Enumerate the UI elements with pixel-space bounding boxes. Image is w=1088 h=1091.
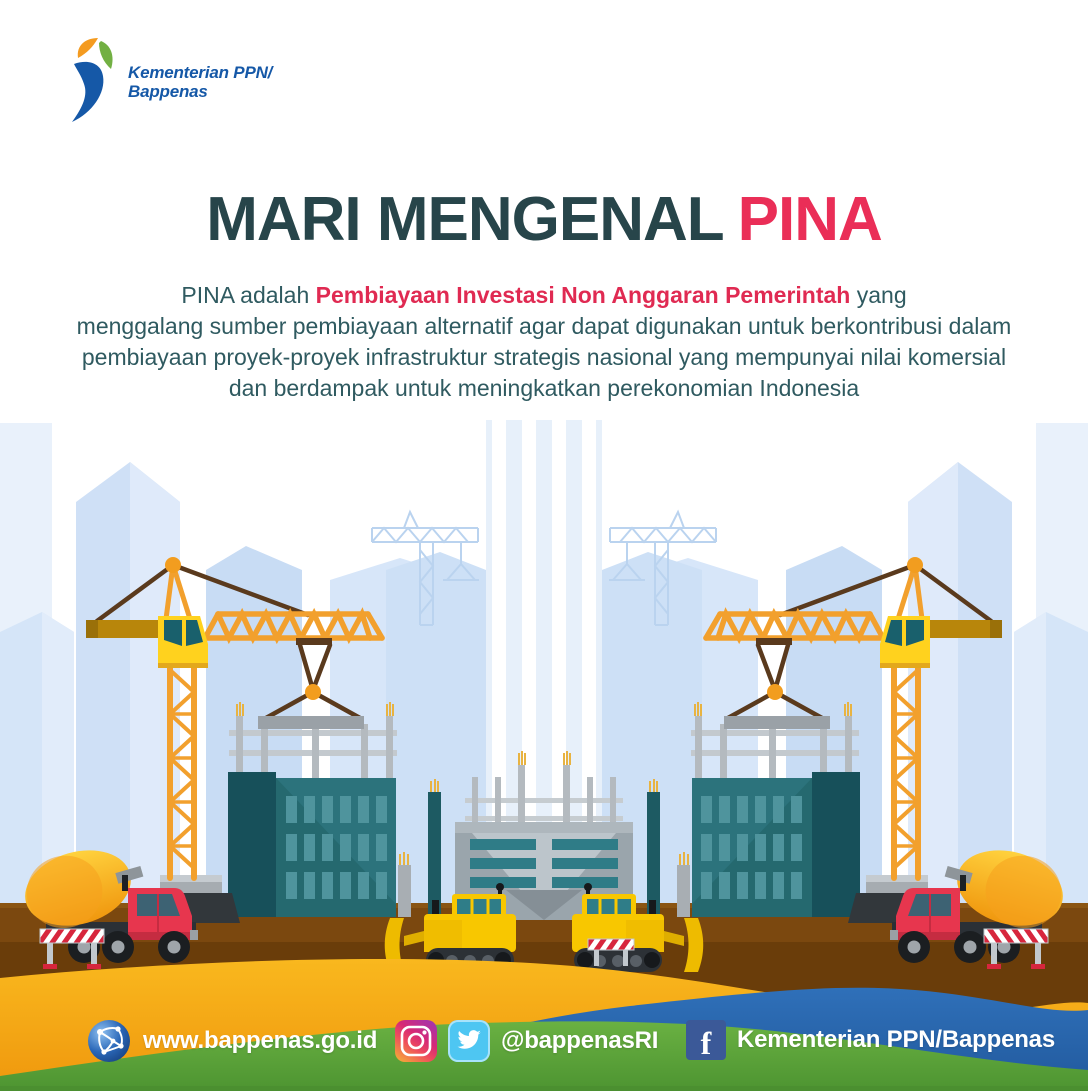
page-title: [0, 184, 1088, 255]
twitter-icon: [448, 1020, 490, 1062]
instagram-icon: [395, 1020, 437, 1062]
footer-website: [86, 1018, 377, 1064]
intro-line-4: dan berdampak untuk meningkatkan perekonomian Indonesia: [228, 375, 860, 401]
facebook-icon: [686, 1020, 726, 1060]
facebook-label: Kementerian PPN/Bappenas: [737, 1026, 1055, 1053]
intro-line-2: menggalang sumber pembiayaan alternatif agar dapat digunakan untuk berkontribusi dalam: [76, 313, 1012, 339]
intro-paragraph: [54, 280, 1034, 404]
intro-highlight: Pembiayaan Investasi Non Anggaran Pemerintah: [315, 282, 851, 308]
logo-line1: Kementerian PPN/: [128, 62, 273, 82]
logo-text: [128, 63, 272, 101]
bappenas-logo-icon: [64, 36, 120, 128]
logo-line2: Bappenas: [128, 82, 208, 101]
website-url: www.bappenas.go.id: [143, 1027, 378, 1054]
intro-line-1: PINA adalah Pembiayaan Investasi Non Anggaran Pemerintah yang: [181, 282, 907, 308]
globe-network-icon: [86, 1018, 132, 1064]
footer-facebook: [686, 1020, 1055, 1060]
title-red: PINA: [737, 185, 882, 254]
teal-building-right: [677, 702, 860, 917]
teal-building-left: [228, 702, 411, 917]
footer-social: [395, 1020, 658, 1062]
bappenas-logo: [64, 36, 272, 128]
intro-line-3: pembiayaan proyek-proyek infrastruktur strategis nasional yang mempunyai nilai komersial: [81, 344, 1007, 370]
title-dark: MARI MENGENAL: [206, 185, 724, 254]
facebook-f-glyph: f: [700, 1025, 712, 1061]
construction-illustration: [0, 420, 1088, 1091]
social-handle: @bappenasRI: [501, 1027, 659, 1054]
